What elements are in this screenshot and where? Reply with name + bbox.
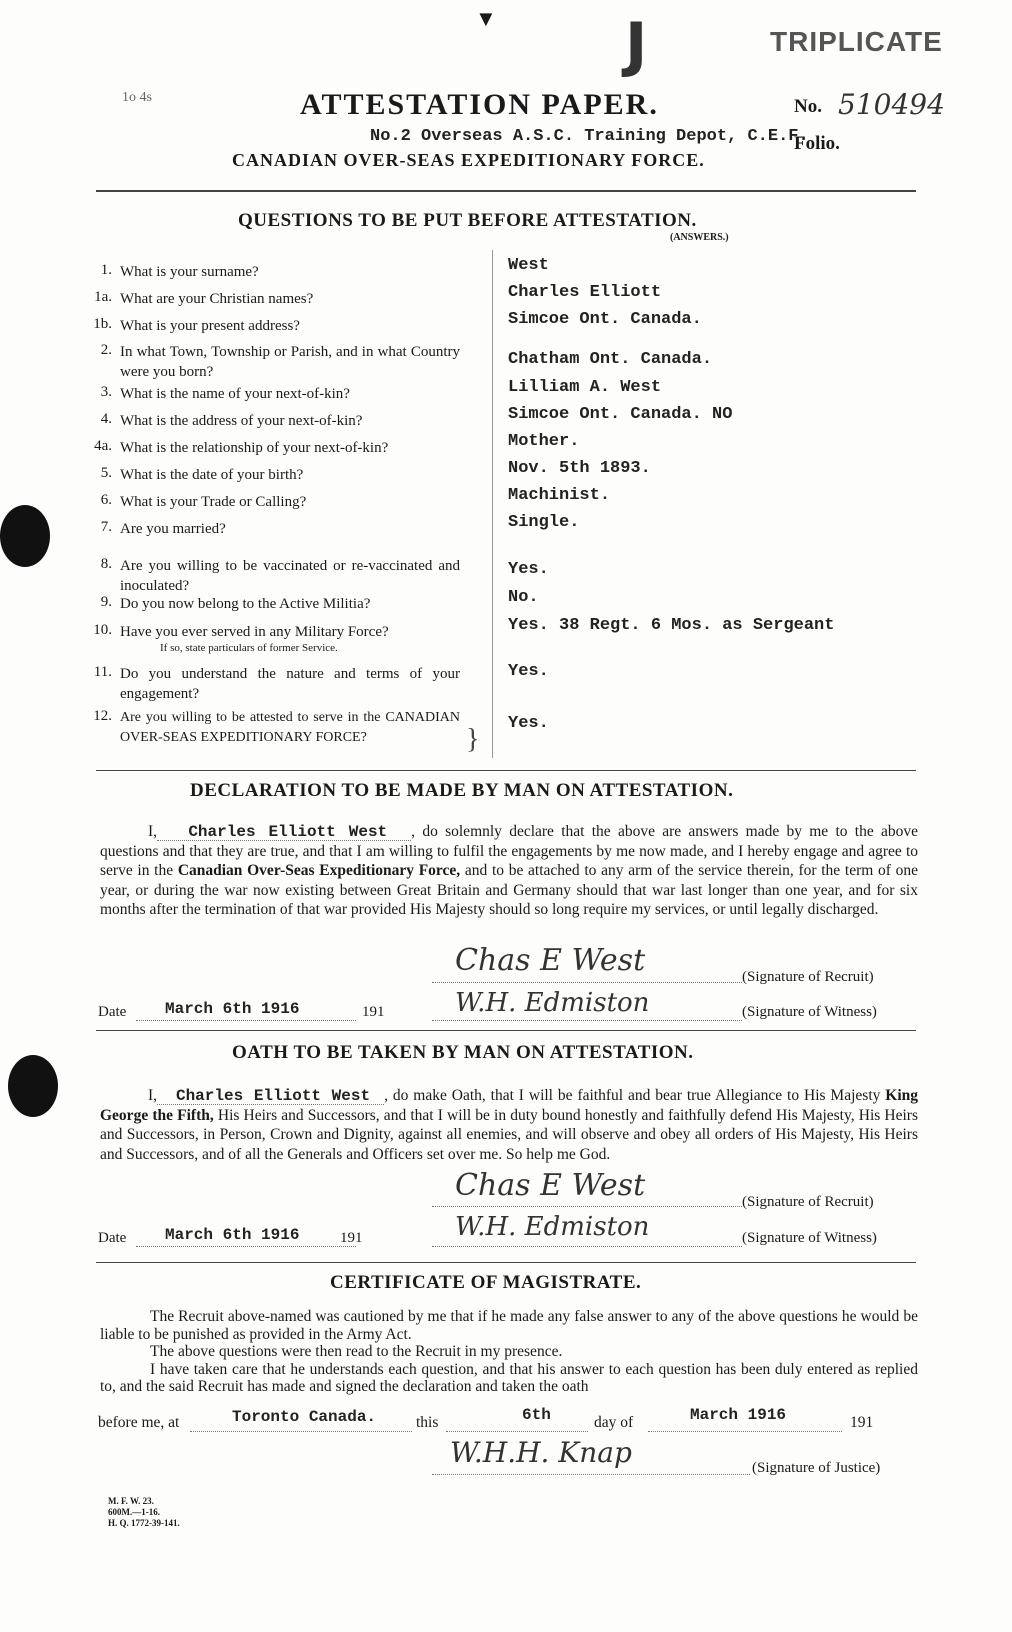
declaration-force-name: Canadian Over-Seas Expeditionary Force, (177, 862, 461, 880)
question-text: Do you understand the nature and terms of your engagement? (120, 666, 460, 702)
question-number: 12. (93, 708, 112, 724)
certificate-day-line (446, 1431, 588, 1432)
oath-recruit-sig-line (432, 1206, 742, 1207)
question-number: 10. (93, 622, 112, 638)
oath-recruit-sig-label: (Signature of Recruit) (742, 1194, 874, 1210)
question-text: What is the relationship of your next-of-kin? (120, 440, 389, 456)
question-12-brace: } (466, 724, 480, 755)
declaration-witness-signature: W.H. Edmiston (455, 988, 650, 1018)
declaration-year-prefix: 191 (362, 1004, 385, 1020)
question-number: 4. (100, 411, 112, 427)
folio-label: Folio. (794, 133, 840, 154)
certificate-before-me: before me, at (98, 1414, 180, 1431)
oath-witness-sig-label: (Signature of Witness) (742, 1230, 877, 1246)
questions-heading: QUESTIONS TO BE PUT BEFORE ATTESTATION. (238, 210, 697, 231)
certificate-this-label: this (416, 1414, 439, 1431)
question-text: What is your present address? (120, 318, 300, 334)
answer-value: Lilliam A. West (508, 378, 662, 397)
certificate-para-1: The Recruit above-named was cautioned by me that if he made any false answer to any of the above questions he would be liable to be punished as provided in the Army Act. (100, 1308, 918, 1343)
answers-column-rule (492, 250, 493, 758)
declaration-witness-sig-line (432, 1020, 742, 1021)
oath-witness-sig-line (432, 1246, 742, 1247)
answer-value: Nov. 5th 1893. (508, 459, 651, 478)
declaration-witness-sig-label: (Signature of Witness) (742, 1004, 877, 1020)
divider-declaration (96, 770, 916, 771)
declaration-heading: DECLARATION TO BE MADE BY MAN ON ATTESTATION. (190, 780, 734, 801)
footer-line-2: 600M.—1-16. (108, 1507, 160, 1517)
punch-hole-upper (0, 505, 50, 567)
answers-label: (ANSWERS.) (670, 232, 729, 243)
oath-date-line (136, 1246, 356, 1247)
unit-stamp: No.2 Overseas A.S.C. Training Depot, C.E.F. (370, 127, 809, 146)
question-number: 6. (100, 492, 112, 508)
question-number: 5. (100, 465, 112, 481)
footer-line-3: H. Q. 1772-39-141. (108, 1518, 180, 1528)
question-text: Have you ever served in any Military Force? (120, 624, 389, 640)
oath-year-prefix: 191 (340, 1230, 363, 1246)
question-text: In what Town, Township or Parish, and in what Country were you born? (120, 344, 460, 380)
certificate-heading: CERTIFICATE OF MAGISTRATE. (330, 1272, 642, 1293)
question-note: If so, state particulars of former Service. (160, 642, 338, 654)
question-number: 8. (100, 556, 112, 572)
answer-value: Chatham Ont. Canada. (508, 350, 713, 369)
divider-oath (96, 1030, 916, 1031)
question-number: 4a. (94, 438, 112, 454)
answer-value: Machinist. (508, 486, 611, 505)
certificate-day: 6th (522, 1406, 551, 1424)
handwritten-initial: J (625, 10, 648, 80)
answer-value: Yes. (508, 560, 549, 579)
divider-certificate (96, 1262, 916, 1263)
question-text: Are you willing to be vaccinated or re-vaccinated and inoculated? (120, 558, 460, 594)
certificate-text (100, 1308, 918, 1396)
declaration-text (100, 822, 918, 919)
justice-signature: W.H.H. Knap (450, 1436, 632, 1469)
question-text: What are your Christian names? (120, 291, 314, 307)
question-text: Are you married? (120, 521, 226, 537)
oath-name: Charles Elliott West (175, 1087, 371, 1105)
oath-text (100, 1086, 918, 1164)
answer-value: Mother. (508, 432, 580, 451)
page-title: ATTESTATION PAPER. (300, 88, 659, 121)
answer-value: Yes. 38 Regt. 6 Mos. as Sergeant (508, 616, 835, 635)
justice-sig-line (432, 1474, 750, 1475)
question-number: 1. (100, 262, 112, 278)
declaration-prefix: I, (148, 823, 158, 840)
declaration-recruit-signature: Chas E West (455, 943, 646, 978)
footer-line-1: M. F. W. 23. (108, 1496, 154, 1506)
question-number: 11. (93, 664, 112, 680)
certificate-month-line (648, 1431, 842, 1432)
divider-top (96, 190, 916, 192)
question-text: What is the name of your next-of-kin? (120, 386, 350, 402)
justice-sig-label: (Signature of Justice) (752, 1460, 881, 1476)
answer-value: West (508, 256, 549, 275)
marginal-note: 1o 4s (122, 90, 152, 105)
answer-value: No. (508, 588, 539, 607)
question-number: 2. (100, 342, 112, 358)
number-label: No. (794, 96, 822, 117)
question-number: 1a. (94, 289, 112, 305)
question-text: What is the date of your birth? (120, 467, 304, 483)
question-text: What is your surname? (120, 264, 259, 280)
question-text: What is the address of your next-of-kin? (120, 413, 363, 429)
answer-value: Single. (508, 513, 580, 532)
page-subtitle: CANADIAN OVER-SEAS EXPEDITIONARY FORCE. (232, 150, 705, 170)
oath-heading: OATH TO BE TAKEN BY MAN ON ATTESTATION. (232, 1042, 694, 1063)
declaration-date-label: Date (98, 1004, 127, 1020)
oath-date-value: March 6th 1916 (165, 1226, 300, 1244)
oath-prefix: I, (148, 1087, 158, 1104)
certificate-place-line (190, 1431, 412, 1432)
certificate-year-prefix: 191 (850, 1414, 874, 1431)
oath-body-2: His Heirs and Successors, and that I will be in duty bound honestly and faithfully defend His Majesty, His Heirs and Successors, in Person, Crown and Dignity, against all enemies, and will observe and obey all orders of His Majesty, His Heirs and Successors, and of all the Generals and Officers set over me. So help me God. (100, 1107, 918, 1163)
footer-marks (108, 1496, 180, 1529)
declaration-name: Charles Elliott West (188, 823, 388, 841)
oath-recruit-signature: Chas E West (455, 1168, 646, 1203)
certificate-para-2: The above questions were then read to the Recruit in my presence. (150, 1343, 563, 1360)
certificate-place: Toronto Canada. (232, 1408, 377, 1426)
answer-value: Yes. (508, 714, 549, 733)
declaration-recruit-sig-line (432, 982, 742, 983)
oath-date-label: Date (98, 1230, 127, 1246)
punch-hole-lower (8, 1055, 58, 1117)
question-text: Do you now belong to the Active Militia? (120, 596, 371, 612)
question-number: 9. (100, 594, 112, 610)
oath-king: King George the Fifth, (100, 1087, 919, 1125)
declaration-body-1: , do solemnly declare that the above are answers made by me to the above questions and that they are true, and that I am willing to fulfil the engagements by me now made, and I hereby engage and agree to serve in the (100, 823, 919, 880)
declaration-recruit-sig-label: (Signature of Recruit) (742, 969, 874, 985)
declaration-date-line (136, 1020, 356, 1021)
answer-value: Yes. (508, 662, 549, 681)
declaration-body-2: and to be attached to any arm of the service therein, for the term of one year, or during the war now existing between Great Britain and Germany should that war last longer than one year, and for six months after the termination of that war provided His Majesty should so long require my services, or until legally discharged. (100, 862, 918, 918)
triplicate-stamp: TRIPLICATE (770, 26, 943, 57)
question-text: What is your Trade or Calling? (120, 494, 307, 510)
oath-witness-signature: W.H. Edmiston (455, 1212, 650, 1242)
answer-value: Charles Elliott (508, 283, 662, 302)
certificate-day-of-label: day of (594, 1414, 634, 1431)
certificate-para-3: I have taken care that he understands each question, and that his answer to each question has been duly entered as replied to, and the said Recruit has made and signed the declaration and taken the oath (100, 1360, 918, 1395)
question-number: 1b. (93, 316, 112, 332)
oath-body-1: , do make Oath, that I will be faithful and bear true Allegiance to His Majesty (384, 1087, 881, 1104)
question-number: 7. (100, 519, 112, 535)
number-value: 510494 (838, 88, 945, 121)
question-text: Are you willing to be attested to serve in the CANADIAN OVER-SEAS EXPEDITIONARY FORCE? (120, 710, 460, 745)
answer-value: Simcoe Ont. Canada. NO (508, 405, 733, 424)
certificate-month: March 1916 (690, 1406, 787, 1424)
declaration-date-value: March 6th 1916 (165, 1000, 300, 1018)
top-mark: ▼ (475, 6, 497, 31)
question-number: 3. (100, 384, 112, 400)
answer-value: Simcoe Ont. Canada. (508, 310, 702, 329)
